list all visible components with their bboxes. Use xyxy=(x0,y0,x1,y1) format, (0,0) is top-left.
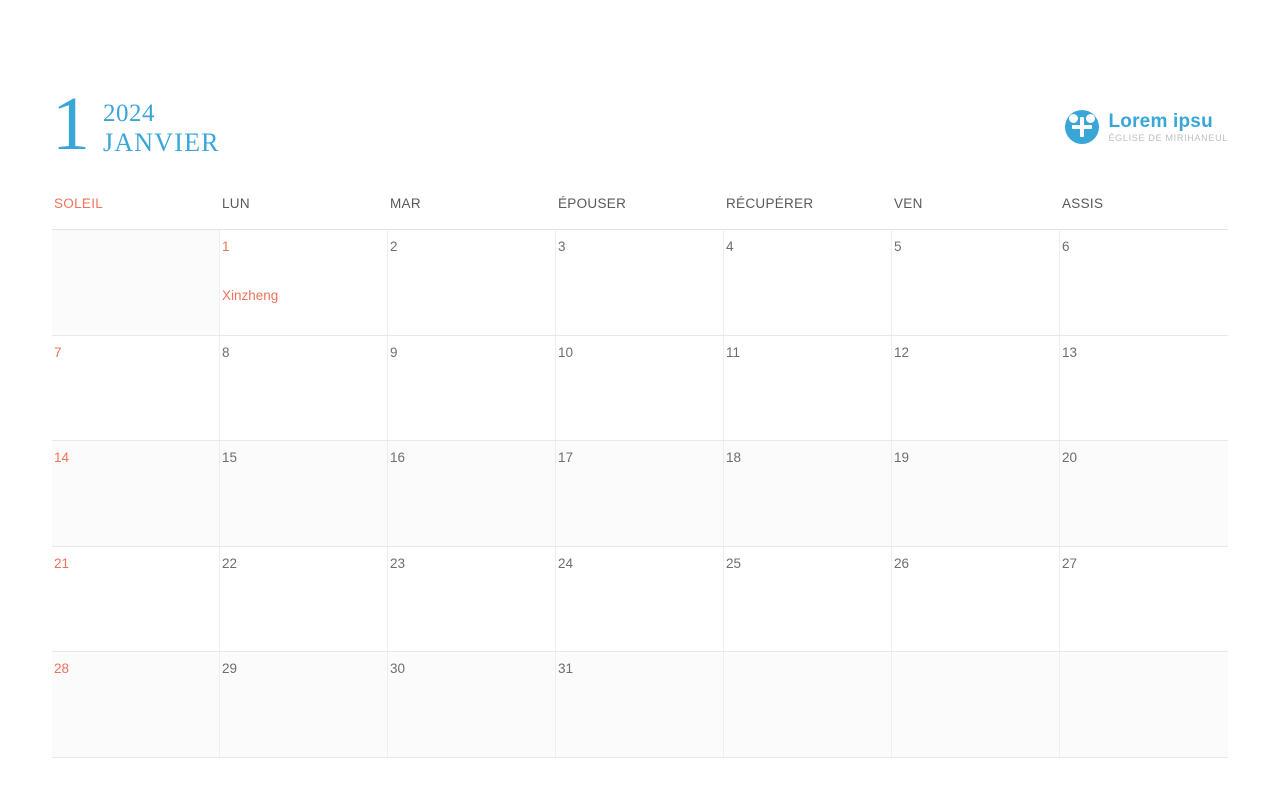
day-cell[interactable] xyxy=(388,336,556,441)
day-number: 11 xyxy=(726,344,741,360)
day-number: 27 xyxy=(1062,555,1078,571)
day-number: 30 xyxy=(390,661,406,677)
day-cell[interactable] xyxy=(1060,230,1228,335)
day-number: 23 xyxy=(390,555,406,571)
day-number: 28 xyxy=(54,661,70,677)
day-cell[interactable] xyxy=(724,441,892,546)
day-number: 26 xyxy=(894,555,910,571)
day-cell[interactable] xyxy=(556,441,724,546)
day-number: 7 xyxy=(54,344,62,360)
day-cell[interactable] xyxy=(220,230,388,335)
day-number: 1 xyxy=(222,239,230,254)
weekday-thu: RÉCUPÉRER xyxy=(726,196,814,211)
day-number: 13 xyxy=(1062,344,1078,360)
title-text xyxy=(103,88,220,158)
day-number: 9 xyxy=(390,344,398,360)
day-number: 22 xyxy=(222,555,238,571)
month-name-label: JANVIER xyxy=(103,128,220,157)
logo-title: Lorem ipsu xyxy=(1108,110,1213,132)
day-cell[interactable] xyxy=(52,336,220,441)
day-cell[interactable] xyxy=(724,230,892,335)
day-cell[interactable] xyxy=(892,652,1060,757)
day-cell[interactable] xyxy=(892,230,1060,335)
day-cell[interactable] xyxy=(1060,336,1228,441)
day-cell[interactable] xyxy=(52,547,220,652)
day-number: 10 xyxy=(558,344,574,360)
logo-subtitle: ÉGLISE DE MIRIHANEUL xyxy=(1108,132,1228,143)
day-number: 17 xyxy=(558,450,574,466)
day-cell[interactable] xyxy=(1060,441,1228,546)
day-number: 19 xyxy=(894,450,910,466)
calendar-header xyxy=(52,82,1228,180)
day-cell[interactable] xyxy=(892,336,1060,441)
day-number: 21 xyxy=(54,555,70,571)
day-cell[interactable] xyxy=(556,547,724,652)
day-cell[interactable] xyxy=(556,230,724,335)
day-number: 6 xyxy=(1062,239,1070,254)
day-cell[interactable] xyxy=(220,547,388,652)
day-number: 3 xyxy=(558,239,566,254)
day-cell[interactable] xyxy=(388,230,556,335)
day-number: 29 xyxy=(222,661,238,677)
day-number: 18 xyxy=(726,450,742,466)
day-number: 8 xyxy=(222,344,230,360)
weekday-tue: MAR xyxy=(390,196,421,211)
day-number: 4 xyxy=(726,239,734,254)
day-number: 14 xyxy=(54,450,70,466)
day-cell[interactable] xyxy=(220,336,388,441)
day-number: 15 xyxy=(222,450,238,466)
day-cell[interactable] xyxy=(388,652,556,757)
week-row xyxy=(52,441,1228,547)
cross-flower-icon xyxy=(1065,110,1099,144)
day-cell[interactable] xyxy=(388,441,556,546)
week-row xyxy=(52,547,1228,653)
day-number: 24 xyxy=(558,555,574,571)
logo-text xyxy=(1108,111,1228,144)
day-number: 31 xyxy=(558,661,574,677)
day-cell[interactable] xyxy=(220,652,388,757)
day-number: 5 xyxy=(894,239,902,254)
day-cell[interactable] xyxy=(388,547,556,652)
week-row xyxy=(52,230,1228,336)
day-cell[interactable] xyxy=(724,336,892,441)
day-cell[interactable] xyxy=(1060,547,1228,652)
day-cell[interactable] xyxy=(220,441,388,546)
weekday-fri: VEN xyxy=(894,196,923,211)
day-cell[interactable] xyxy=(52,230,220,335)
weekday-mon: LUN xyxy=(222,196,250,211)
brand-logo xyxy=(1065,110,1228,144)
day-cell[interactable] xyxy=(724,547,892,652)
weekday-wed: ÉPOUSER xyxy=(558,196,627,211)
day-number: 12 xyxy=(894,344,910,360)
day-cell[interactable] xyxy=(52,652,220,757)
day-cell[interactable] xyxy=(52,441,220,546)
day-number: 25 xyxy=(726,555,742,571)
week-row xyxy=(52,336,1228,442)
weekday-header-row xyxy=(52,196,1228,230)
day-cell[interactable] xyxy=(556,336,724,441)
month-number: 1 xyxy=(52,82,89,166)
day-number: 2 xyxy=(390,239,398,254)
weekday-sat: ASSIS xyxy=(1062,196,1104,211)
weekday-sun: SOLEIL xyxy=(54,196,104,211)
day-number: 20 xyxy=(1062,450,1078,466)
calendar-grid xyxy=(52,196,1228,758)
year-label: 2024 xyxy=(103,100,155,127)
day-cell[interactable] xyxy=(892,547,1060,652)
week-row xyxy=(52,652,1228,758)
day-number: 16 xyxy=(390,450,406,466)
day-cell[interactable] xyxy=(556,652,724,757)
day-event[interactable]: Xinzheng xyxy=(222,288,279,303)
day-cell[interactable] xyxy=(724,652,892,757)
day-cell[interactable] xyxy=(1060,652,1228,757)
title-block xyxy=(52,82,220,166)
day-cell[interactable] xyxy=(892,441,1060,546)
